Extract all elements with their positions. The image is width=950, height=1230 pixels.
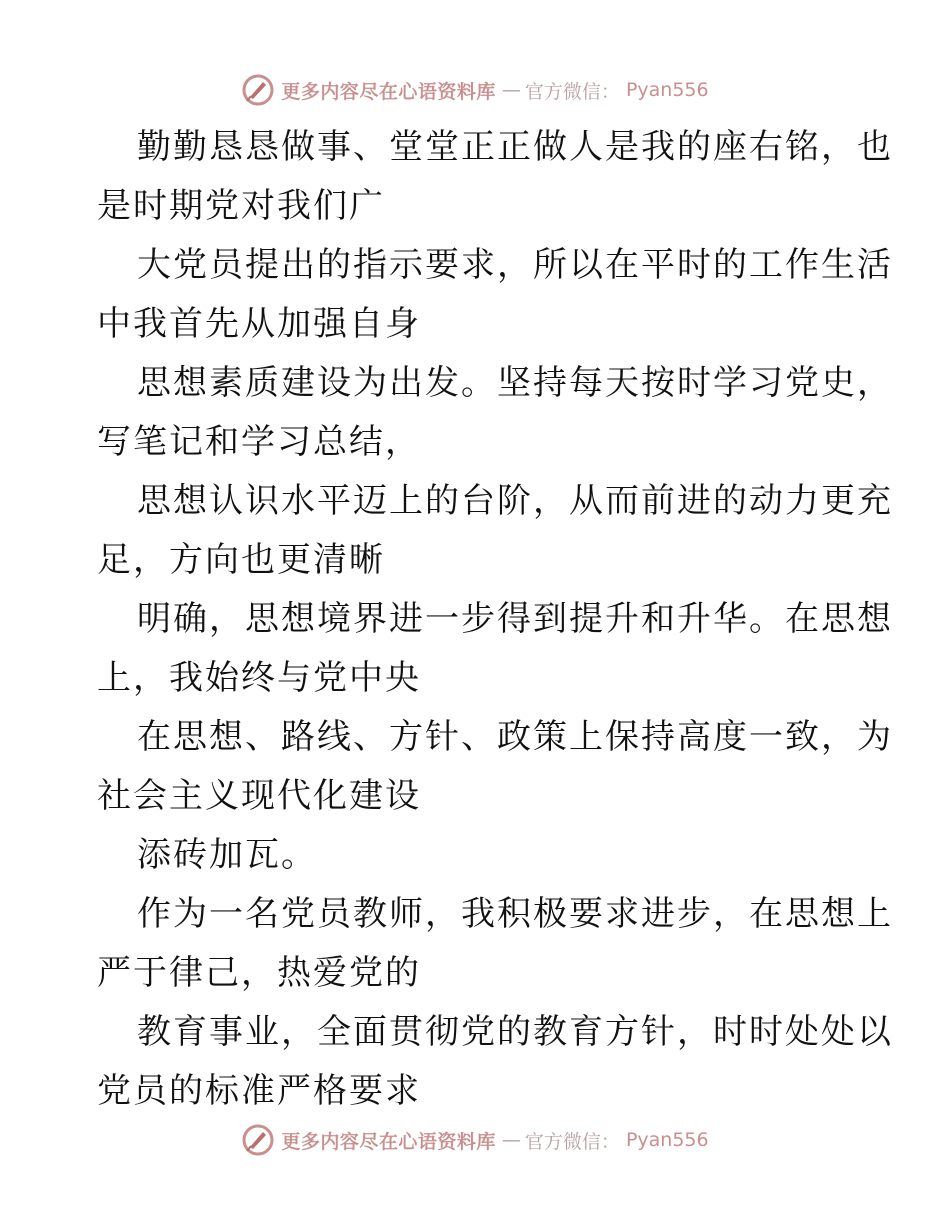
paragraph-line: 明确，思想境界进一步得到提升和升华。在思想: [137, 599, 893, 639]
paragraph: [97, 885, 893, 1003]
header-watermark: [0, 72, 950, 108]
paragraph-line: 严于律己，热爱党的: [97, 953, 421, 993]
quill-logo-icon: [241, 1123, 275, 1157]
paragraph-line: 作为一名党员教师，我积极要求进步，在思想上: [137, 894, 893, 934]
paragraph-line: 教育事业，全面贯彻党的教育方针，时时处处以: [137, 1012, 893, 1052]
paragraph-line: 思想素质建设为出发。坚持每天按时学习党史，: [137, 363, 893, 403]
watermark-suffix: 官方微信：: [524, 1130, 620, 1153]
document-body: [97, 118, 893, 1121]
paragraph-line: 勤勤恳恳做事、堂堂正正做人是我的座右铭，也: [137, 127, 893, 167]
paragraph-line: 大党员提出的指示要求，所以在平时的工作生活: [137, 245, 893, 285]
paragraph: [97, 708, 893, 826]
paragraph: [97, 1003, 893, 1121]
watermark-suffix: 官方微信：: [524, 80, 620, 103]
paragraph: [97, 826, 857, 885]
paragraph-line: 思想认识水平迈上的台阶，从而前进的动力更充: [137, 481, 893, 521]
paragraph-line: 写笔记和学习总结，: [97, 422, 421, 462]
paragraph-line: 添砖加瓦。: [137, 835, 317, 875]
paragraph-line: 足，方向也更清晰: [97, 540, 385, 580]
watermark-text: 更多内容尽在心语资料库: [281, 1130, 496, 1153]
quill-logo-icon: [241, 73, 275, 107]
watermark-dash: —: [501, 79, 519, 101]
watermark-wechat-id: Pyan556: [625, 79, 709, 101]
watermark-wechat-id: Pyan556: [625, 1129, 709, 1151]
watermark-dash: —: [501, 1129, 519, 1151]
paragraph-line: 社会主义现代化建设: [97, 776, 421, 816]
paragraph-line: 是时期党对我们广: [97, 186, 385, 226]
paragraph: [97, 236, 893, 354]
paragraph: [97, 472, 893, 590]
paragraph-line: 党员的标准严格要求: [97, 1071, 421, 1111]
paragraph-line: 上，我始终与党中央: [97, 658, 421, 698]
watermark-text: 更多内容尽在心语资料库: [281, 80, 496, 103]
footer-watermark: [0, 1122, 950, 1158]
paragraph: [97, 354, 893, 472]
paragraph-line: 中我首先从加强自身: [97, 304, 421, 344]
paragraph-line: 在思想、路线、方针、政策上保持高度一致，为: [137, 717, 893, 757]
paragraph: [97, 590, 893, 708]
paragraph: [97, 118, 893, 236]
